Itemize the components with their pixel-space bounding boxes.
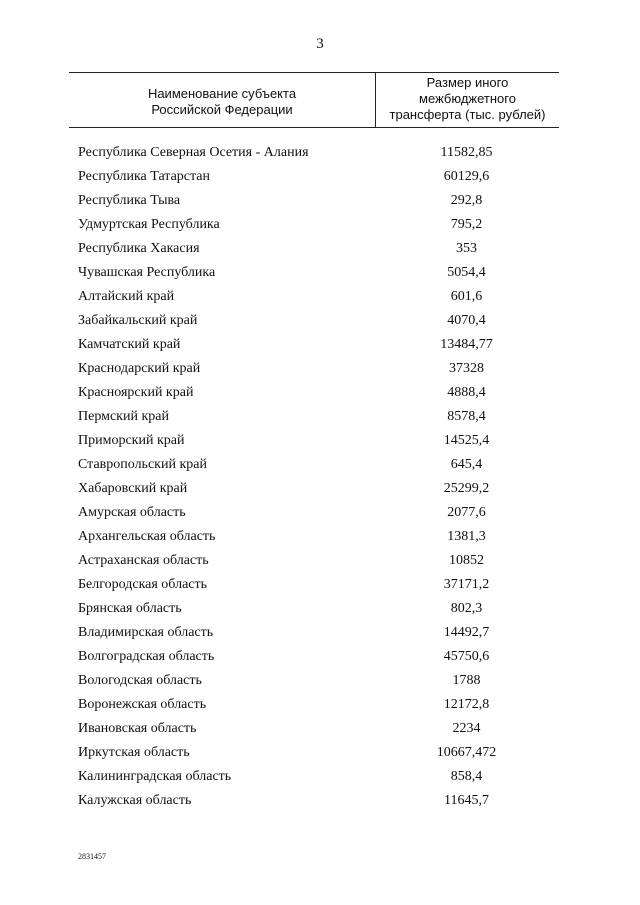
header-amount-line-2: межбюджетного [419, 91, 516, 106]
region-name: Иркутская область [78, 745, 190, 760]
table-row [0, 477, 640, 501]
table-row [0, 669, 640, 693]
transfer-amount: 4070,4 [447, 313, 486, 328]
table-row [0, 261, 640, 285]
transfer-amount: 14525,4 [443, 433, 490, 448]
table-row [0, 789, 640, 813]
region-name: Калининградская область [78, 769, 232, 784]
region-name: Ставропольский край [78, 457, 207, 472]
transfer-amount: 25299,2 [443, 481, 490, 496]
table-row [0, 501, 640, 525]
region-name: Республика Северная Осетия - Алания [78, 145, 309, 160]
transfer-amount: 5054,4 [447, 265, 486, 280]
transfer-amount: 10852 [449, 553, 484, 568]
region-name: Камчатский край [78, 337, 181, 352]
transfer-amount: 11645,7 [444, 793, 489, 808]
region-name: Архангельская область [78, 529, 216, 544]
region-name: Волгоградская область [78, 649, 215, 664]
region-name: Астраханская область [78, 553, 209, 568]
table-row [0, 621, 640, 645]
transfer-amount: 645,4 [450, 457, 483, 472]
table-row [0, 765, 640, 789]
header-region-line-1: Наименование субъекта [147, 86, 297, 101]
table-row [0, 573, 640, 597]
table-row [0, 165, 640, 189]
region-name: Амурская область [78, 505, 186, 520]
table-body [0, 141, 640, 813]
transfer-amount: 37171,2 [443, 577, 490, 592]
table-row [0, 357, 640, 381]
transfer-amount: 45750,6 [443, 649, 490, 664]
table-row [0, 189, 640, 213]
table-row [0, 141, 640, 165]
transfer-amount: 14492,7 [443, 625, 490, 640]
region-name: Красноярский край [78, 385, 194, 400]
transfer-amount: 795,2 [450, 217, 483, 232]
page-number: 3 [316, 36, 324, 52]
table-row [0, 549, 640, 573]
table-row [0, 525, 640, 549]
transfer-amount: 11582,85 [440, 145, 493, 160]
region-name: Воронежская область [78, 697, 207, 712]
header-transfer-amount [376, 75, 559, 123]
region-name: Алтайский край [78, 289, 175, 304]
header-amount-line-1: Размер иного [426, 75, 509, 90]
region-name: Вологодская область [78, 673, 202, 688]
region-name: Пермский край [78, 409, 169, 424]
table-row [0, 285, 640, 309]
transfer-amount: 601,6 [450, 289, 483, 304]
region-name: Республика Тыва [78, 193, 181, 208]
region-name: Приморский край [78, 433, 185, 448]
transfer-amount: 13484,77 [440, 337, 493, 352]
transfer-amount: 353 [456, 241, 477, 256]
region-name: Республика Татарстан [78, 169, 211, 184]
transfer-amount: 4888,4 [447, 385, 486, 400]
header-amount-line-3: трансферта (тыс. рублей) [389, 107, 546, 122]
region-name: Ивановская область [78, 721, 197, 736]
region-name: Белгородская область [78, 577, 208, 592]
transfer-amount: 12172,8 [443, 697, 490, 712]
table-row [0, 237, 640, 261]
table-row [0, 597, 640, 621]
transfer-amount: 802,3 [450, 601, 483, 616]
header-region-name [69, 86, 375, 118]
table-row [0, 213, 640, 237]
region-name: Забайкальский край [78, 313, 198, 328]
transfer-amount: 2234 [452, 721, 481, 736]
table-row [0, 645, 640, 669]
table-row [0, 333, 640, 357]
table-row [0, 309, 640, 333]
transfer-amount: 1381,3 [447, 529, 486, 544]
table-row [0, 453, 640, 477]
transfer-amount: 858,4 [450, 769, 483, 784]
region-name: Краснодарский край [78, 361, 201, 376]
region-name: Хабаровский край [78, 481, 188, 496]
table-row [0, 741, 640, 765]
transfer-amount: 292,8 [450, 193, 483, 208]
transfer-amount: 1788 [452, 673, 481, 688]
table-row [0, 429, 640, 453]
transfer-amount: 2077,6 [447, 505, 486, 520]
table-row [0, 405, 640, 429]
region-name: Чувашская Республика [78, 265, 216, 280]
transfer-amount: 37328 [449, 361, 484, 376]
header-region-line-2: Российской Федерации [151, 102, 293, 117]
transfer-amount: 60129,6 [443, 169, 490, 184]
region-name: Калужская область [78, 793, 192, 808]
transfer-amount: 10667,472 [436, 745, 497, 760]
region-name: Республика Хакасия [78, 241, 200, 256]
region-name: Владимирская область [78, 625, 214, 640]
table-row [0, 381, 640, 405]
transfer-amount: 8578,4 [447, 409, 486, 424]
document-code: 2831457 [78, 852, 106, 861]
table-row [0, 693, 640, 717]
region-name: Брянская область [78, 601, 182, 616]
region-name: Удмуртская Республика [78, 217, 220, 232]
table-row [0, 717, 640, 741]
